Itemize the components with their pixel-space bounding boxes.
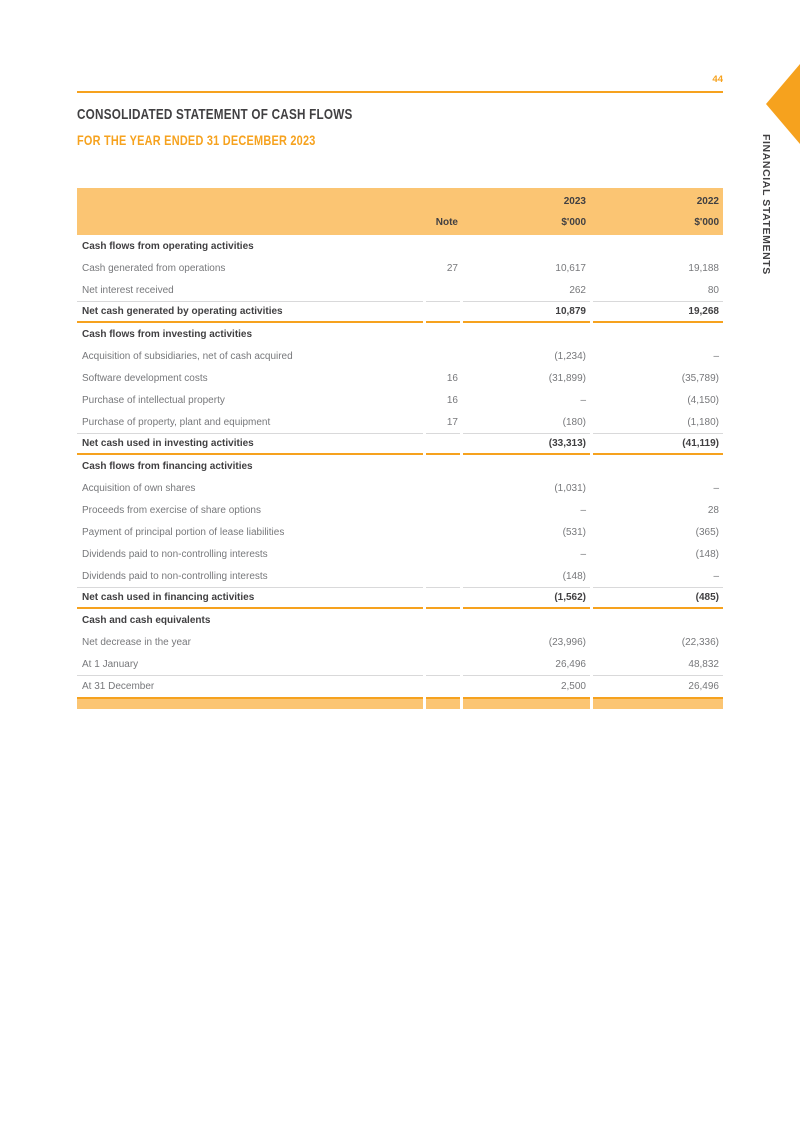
row-value-2023: – [580, 394, 586, 406]
header-rule [77, 91, 723, 93]
row-value-2022: 19,268 [593, 301, 723, 323]
footer-bar-segment [77, 697, 423, 709]
row-label: Net cash used in investing activities [77, 433, 423, 455]
row-note [426, 279, 460, 301]
row-label: Acquisition of subsidiaries, net of cash acquired [82, 350, 293, 362]
row-note [426, 433, 460, 455]
row-note: 27 [446, 262, 458, 274]
table-row [77, 257, 723, 279]
column-header-2023: 2023 [563, 196, 586, 207]
row-note [426, 653, 460, 675]
table-row [77, 433, 723, 455]
row-note [426, 587, 460, 609]
row-value-2022: (1,180) [687, 416, 719, 428]
row-label: Cash and cash equivalents [82, 614, 211, 626]
footer-bar-segment [463, 697, 590, 709]
row-note: 17 [446, 416, 458, 428]
row-value-2022: – [713, 350, 719, 362]
row-note [426, 345, 460, 367]
row-label: Dividends paid to non-controlling interests [82, 570, 268, 582]
table-row [77, 477, 723, 499]
row-note: 16 [446, 394, 458, 406]
row-note [426, 477, 460, 499]
row-label: Cash generated from operations [82, 262, 226, 274]
table-row [77, 631, 723, 653]
row-value-2022: (4,150) [687, 394, 719, 406]
sidebar-section-label: FINANCIAL STATEMENTS [760, 134, 772, 275]
table-row [77, 675, 723, 697]
page-number: 44 [712, 74, 723, 85]
row-value-2022 [593, 235, 723, 257]
row-label: Cash flows from investing activities [82, 328, 253, 340]
row-value-2023: (33,313) [463, 433, 590, 455]
table-row [77, 389, 723, 411]
row-value-2023: (23,996) [548, 636, 586, 648]
cashflow-table-body [77, 235, 723, 697]
row-value-2022: 26,496 [593, 675, 723, 697]
row-value-2023: (531) [562, 526, 586, 538]
row-note [426, 301, 460, 323]
row-value-2023: (148) [562, 570, 586, 582]
row-note [426, 565, 460, 587]
row-note [426, 609, 460, 631]
row-label: Net cash used in financing activities [77, 587, 423, 609]
table-row [77, 565, 723, 587]
row-value-2023: 10,617 [555, 262, 586, 274]
corner-arrow-icon [766, 64, 800, 144]
row-note [426, 521, 460, 543]
row-value-2022: (485) [593, 587, 723, 609]
row-value-2023: (1,031) [554, 482, 586, 494]
table-row [77, 609, 723, 631]
row-value-2022 [593, 609, 723, 631]
row-value-2023: 262 [569, 284, 586, 296]
column-unit-2022: $'000 [694, 217, 719, 228]
row-label: Net interest received [82, 284, 174, 296]
row-note [426, 235, 460, 257]
row-label: Cash flows from operating activities [82, 240, 254, 252]
row-value-2022: 48,832 [688, 658, 719, 670]
row-note [426, 323, 460, 345]
row-label: Cash flows from financing activities [82, 460, 253, 472]
row-value-2023: – [580, 548, 586, 560]
row-label: Acquisition of own shares [82, 482, 196, 494]
footer-bar-segment [593, 697, 723, 709]
table-row [77, 499, 723, 521]
row-value-2022: 28 [707, 504, 719, 516]
row-value-2023: (1,562) [463, 587, 590, 609]
table-row [77, 345, 723, 367]
table-header [77, 188, 723, 235]
row-value-2022: (148) [695, 548, 719, 560]
row-label: Purchase of property, plant and equipment [82, 416, 271, 428]
row-value-2023: (31,899) [548, 372, 586, 384]
column-header-2022: 2022 [696, 196, 719, 207]
table-row [77, 587, 723, 609]
row-value-2022: (22,336) [681, 636, 719, 648]
row-value-2023: 2,500 [463, 675, 590, 697]
row-note [426, 543, 460, 565]
row-value-2022 [593, 455, 723, 477]
table-footer-bar [77, 697, 723, 709]
column-unit-2023: $'000 [561, 217, 586, 228]
row-value-2022: (41,119) [593, 433, 723, 455]
row-value-2022: 19,188 [688, 262, 719, 274]
row-value-2022: – [713, 482, 719, 494]
page-subtitle: FOR THE YEAR ENDED 31 DECEMBER 2023 [77, 132, 316, 148]
table-row [77, 543, 723, 565]
row-label: Net decrease in the year [82, 636, 191, 648]
row-label: Net cash generated by operating activities [77, 301, 423, 323]
row-value-2023: 26,496 [555, 658, 586, 670]
row-value-2023: (1,234) [554, 350, 586, 362]
row-note [426, 499, 460, 521]
row-value-2023: – [580, 504, 586, 516]
column-header-note: Note [435, 217, 458, 228]
row-value-2023 [463, 455, 590, 477]
row-label: Proceeds from exercise of share options [82, 504, 261, 516]
page-title: CONSOLIDATED STATEMENT OF CASH FLOWS [77, 106, 353, 123]
table-row [77, 235, 723, 257]
row-note [426, 455, 460, 477]
row-value-2023: 10,879 [463, 301, 590, 323]
row-value-2023 [463, 235, 590, 257]
table-row [77, 323, 723, 345]
row-value-2023 [463, 609, 590, 631]
table-row [77, 367, 723, 389]
table-row [77, 279, 723, 301]
row-value-2022: (365) [695, 526, 719, 538]
table-row [77, 521, 723, 543]
row-label: At 31 December [77, 675, 423, 697]
row-label: Payment of principal portion of lease liabilities [82, 526, 285, 538]
row-label: Dividends paid to non-controlling interests [82, 548, 268, 560]
row-value-2022 [593, 323, 723, 345]
row-value-2022: (35,789) [681, 372, 719, 384]
row-value-2023 [463, 323, 590, 345]
row-value-2022: – [713, 570, 719, 582]
row-value-2023: (180) [562, 416, 586, 428]
row-note: 16 [446, 372, 458, 384]
footer-bar-segment [426, 697, 460, 709]
row-value-2022: 80 [707, 284, 719, 296]
row-note [426, 631, 460, 653]
row-label: At 1 January [82, 658, 139, 670]
table-row [77, 411, 723, 433]
table-row [77, 301, 723, 323]
cashflow-table [77, 188, 723, 709]
table-row [77, 455, 723, 477]
table-row [77, 653, 723, 675]
row-note [426, 675, 460, 697]
row-label: Purchase of intellectual property [82, 394, 225, 406]
row-label: Software development costs [82, 372, 208, 384]
